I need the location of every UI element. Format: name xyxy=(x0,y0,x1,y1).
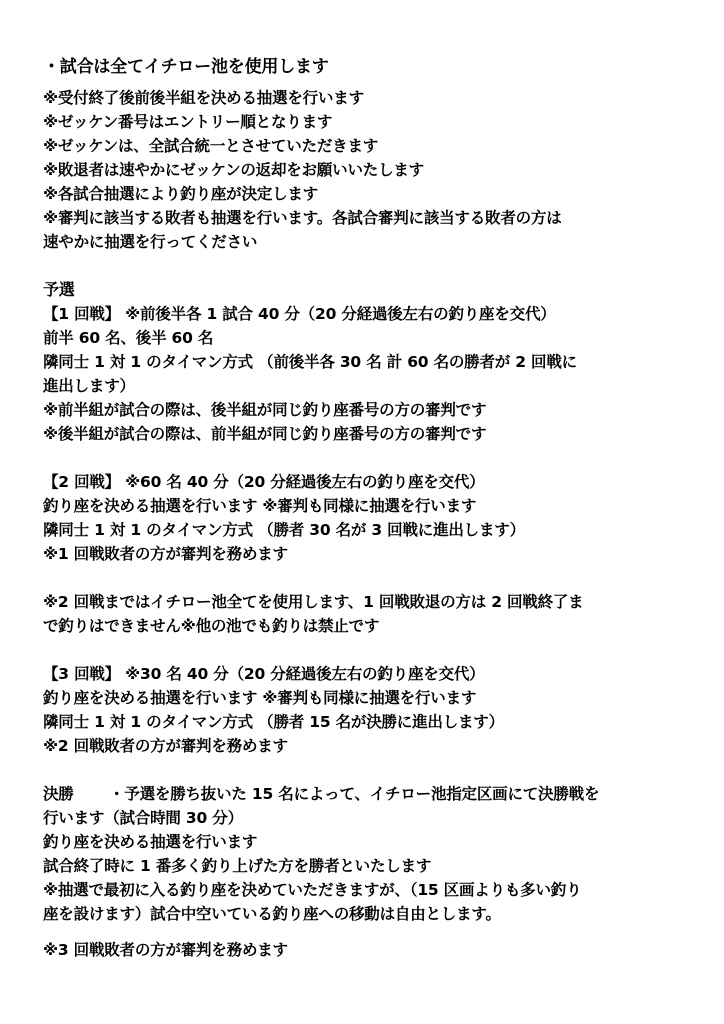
spacer xyxy=(43,926,690,938)
round2-line: 釣り座を決める抽選を行います ※審判も同様に抽選を行います xyxy=(43,497,477,515)
final-section xyxy=(43,782,690,962)
note-line: ※敗退者は速やかにゼッケンの返却をお願いいたします xyxy=(43,161,424,179)
page-title: ・試合は全てイチロー池を使用します xyxy=(43,57,329,77)
note-line: ※ゼッケンは、全試合統一とさせていただきます xyxy=(43,137,379,155)
round1-line: 隣同士 1 対 1 のタイマン方式 （前後半各 30 名 計 60 名の勝者が 2 回戦に xyxy=(43,353,577,371)
round2-line: ※1 回戦敗者の方が審判を務めます xyxy=(43,545,288,563)
spacer xyxy=(43,638,690,662)
yosen-heading: 予選 xyxy=(43,280,75,299)
final-line: ※抽選で最初に入る釣り座を決めていただきますが、（15 区画よりも多い釣り xyxy=(43,881,582,899)
final-line: 行います（試合時間 30 分） xyxy=(43,809,243,827)
round1-line: 前半 60 名、後半 60 名 xyxy=(43,329,214,347)
round1-line: 進出します） xyxy=(43,377,135,395)
round1-line: ※前半組が試合の際は、後半組が同じ釣り座番号の方の審判です xyxy=(43,401,487,419)
final-label: 決勝 xyxy=(43,785,74,803)
round2-note-line: で釣りはできません※他の池でも釣りは禁止です xyxy=(43,617,380,635)
final-line: 座を設けます）試合中空いている釣り座への移動は自由とします。 xyxy=(43,905,501,923)
note-line: ※各試合抽選により釣り座が決定します xyxy=(43,185,318,203)
note-line: ※ゼッケン番号はエントリー順となります xyxy=(43,113,333,131)
note-line: ※審判に該当する敗者も抽選を行います。各試合審判に該当する敗者の方は xyxy=(43,209,562,227)
round3-line: 釣り座を決める抽選を行います ※審判も同様に抽選を行います xyxy=(43,689,477,707)
round3-section xyxy=(43,662,690,758)
round3-heading: 【3 回戦】 ※30 名 40 分（20 分経過後左右の釣り座を交代） xyxy=(43,665,485,683)
general-notes xyxy=(43,86,690,254)
spacer xyxy=(43,446,690,470)
note-line: 速やかに抽選を行ってください xyxy=(43,233,258,251)
round1-section xyxy=(43,302,690,446)
final-line: 試合終了時に 1 番多く釣り上げた方を勝者といたします xyxy=(43,857,432,875)
round2-section xyxy=(43,470,690,566)
round1-heading: 【1 回戦】 ※前後半各 1 試合 40 分（20 分経過後左右の釣り座を交代） xyxy=(43,305,556,323)
round3-line: ※2 回戦敗者の方が審判を務めます xyxy=(43,737,288,755)
round2-note xyxy=(43,590,690,638)
final-heading-line xyxy=(43,782,690,806)
final-judge-note: ※3 回戦敗者の方が審判を務めます xyxy=(43,941,288,959)
final-intro: ・予選を勝ち抜いた 15 名によって、イチロー池指定区画にて決勝戦を xyxy=(109,785,600,803)
spacer xyxy=(43,758,690,782)
final-line: 釣り座を決める抽選を行います xyxy=(43,833,258,851)
round3-line: 隣同士 1 対 1 のタイマン方式 （勝者 15 名が決勝に進出します） xyxy=(43,713,504,731)
round2-heading: 【2 回戦】 ※60 名 40 分（20 分経過後左右の釣り座を交代） xyxy=(43,473,485,491)
spacer xyxy=(43,566,690,590)
round2-line: 隣同士 1 対 1 のタイマン方式 （勝者 30 名が 3 回戦に進出します） xyxy=(43,521,525,539)
round2-note-line: ※2 回戦まではイチロー池全てを使用します、1 回戦敗退の方は 2 回戦終了ま xyxy=(43,593,584,611)
round1-line: ※後半組が試合の際は、前半組が同じ釣り座番号の方の審判です xyxy=(43,425,487,443)
note-line: ※受付終了後前後半組を決める抽選を行います xyxy=(43,89,364,107)
spacer xyxy=(43,254,690,278)
